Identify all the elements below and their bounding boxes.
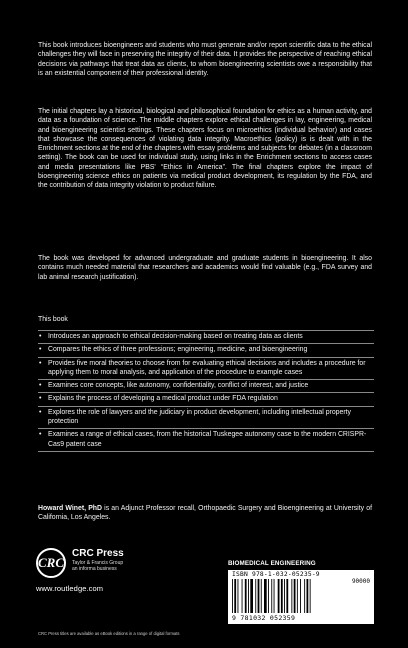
- list-item: • Introduces an approach to ethical decision-making based on treating data as clients: [38, 330, 374, 343]
- publisher-name: CRC Press: [72, 548, 124, 559]
- description-paragraph-3: The book was developed for advanced undergraduate and graduate students in bioengineering. It also contains much needed material that researchers and academics would find valuable (e.g., FDA survey and lab animal research justification).: [38, 255, 372, 281]
- subject-category: BIOMEDICAL ENGINEERING: [228, 560, 316, 567]
- price-code: 90000: [351, 578, 370, 585]
- list-item: • Explores the role of lawyers and the judiciary in product development, including intellectual property protection: [38, 406, 374, 429]
- bullet-icon: •: [39, 359, 42, 367]
- list-item: • Examines a range of ethical cases, from the historical Tuskegee autonomy case to the modern CRISPR-Cas9 patent case: [38, 428, 374, 452]
- bullet-icon: •: [39, 395, 42, 403]
- author-description: is an Adjunct Professor recall, Orthopaedic Surgery and Bioengineering at University of California, Los Angeles.: [38, 505, 372, 522]
- barcode-digits: 9 781032 052359: [232, 614, 296, 622]
- author-name: Howard Winet, PhD: [38, 505, 102, 512]
- description-paragraph-2: The initial chapters lay a historical, biological and philosophical foundation for ethics as a human activity, and data as a foundation of science. The middle chapters explore ethical challenges in lay, engineering, medical and bioengineering scientist settings. These chapters focus on microethics (individual behavior) and cases that showcase the consequences of violating data integrity. Macroethics (policy) is is dealt with in the Enrichment sections at the end of the chapters with essay problems and subjects for debates (in a classroom setting). The book can be used for individual study, using links in the Enrichment sections to access cases and media presentations like PBS' “Ethics in America”. The final chapters explore the impact of bioengineering science ethics on patients via medical product development, its regulation by the FDA, and the contribution of data integrity violation to product failure.: [38, 108, 372, 190]
- list-item: • Explains the process of developing a medical product under FDA regulation: [38, 392, 374, 405]
- publisher-subtitle: Taylor & Francis Group an informa business: [72, 560, 124, 572]
- author-bio: [38, 504, 372, 523]
- bullet-intro: This book: [38, 316, 68, 323]
- bullet-icon: •: [39, 431, 42, 439]
- crc-logo-icon: CRC: [36, 548, 66, 578]
- bullet-icon: •: [39, 382, 42, 390]
- bullet-icon: •: [39, 346, 42, 354]
- bullet-icon: •: [39, 408, 42, 416]
- publisher-logo: [36, 548, 186, 608]
- isbn-text: ISBN 978-1-032-05235-9: [232, 571, 320, 578]
- bullet-icon: •: [39, 333, 42, 340]
- list-item: • Compares the ethics of three professions; engineering, medicine, and bioengineering: [38, 343, 374, 356]
- list-item: • Provides five moral theories to choose from for evaluating ethical decisions and includes a procedure for applying them to moral analysis, and application of the procedure to example cases: [38, 357, 374, 380]
- ebook-footnote: CRC Press titles are available as eBook editions in a range of digital formats: [38, 631, 180, 636]
- feature-list: [38, 330, 374, 452]
- description-paragraph-1: This book introduces bioengineers and students who must generate and/or report scientific data to the ethical challenges they will face in preserving the integrity of their data. It provides the perspective of reaching ethical decisions via pathways that treat data as clients, to whom bioengineering scientists owe a responsibility that is an existential component of their professional identity.: [38, 42, 372, 77]
- list-item: • Examines core concepts, like autonomy, confidentiality, conflict of interest, and justice: [38, 379, 374, 392]
- barcode: [228, 570, 374, 624]
- barcode-bars-icon: [232, 579, 332, 613]
- publisher-url: www.routledge.com: [36, 584, 104, 593]
